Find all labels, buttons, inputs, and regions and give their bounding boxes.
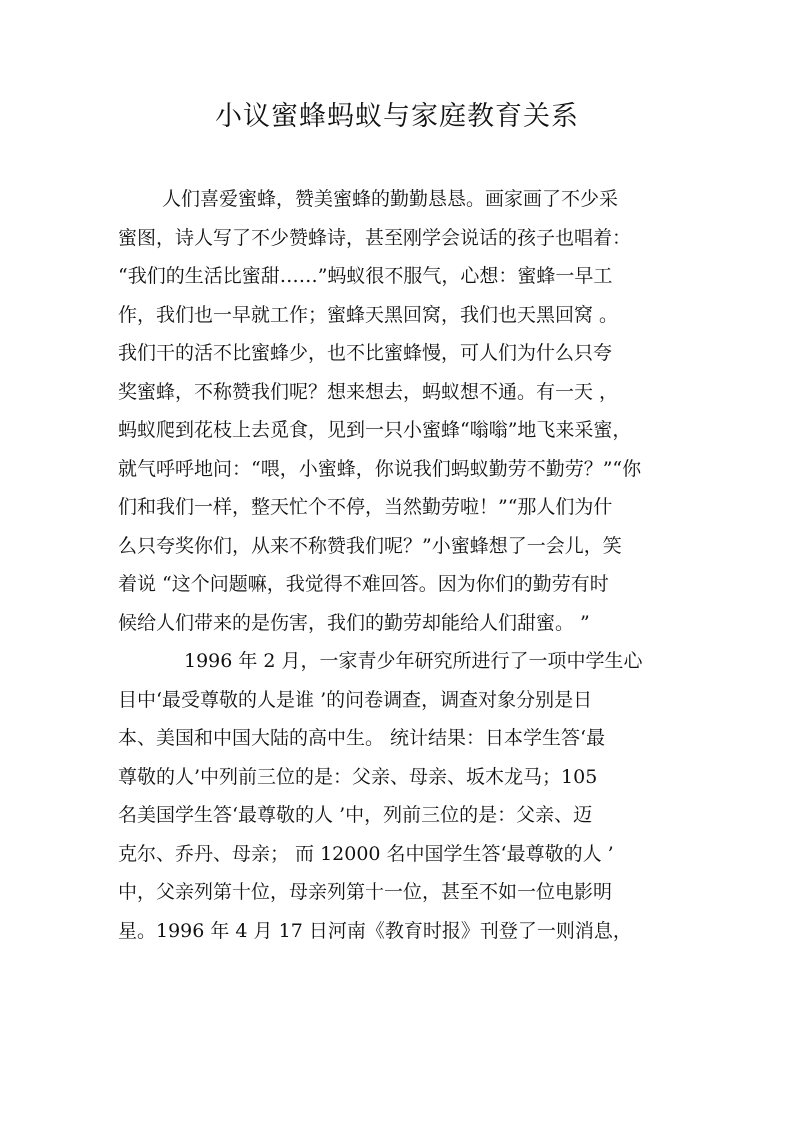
paragraph-line: 本、美国和中国大陆的高中生。 统计结果：日本学生答‘最 <box>118 727 606 749</box>
document-title: 小议蜜蜂蚂蚁与家庭教育关系 <box>215 101 579 132</box>
paragraph-survey-1996 <box>118 642 678 950</box>
paragraph-line: 克尔、乔丹、母亲； 而 12000 名中国学生答‘最尊敬的人 ’ <box>118 842 614 865</box>
paragraph-line: 1996 年 2 月，一家青少年研究所进行了一项中学生心 <box>184 650 643 672</box>
paragraph-line: 目中‘最受尊敬的人是谁 ’的问卷调查，调查对象分别是日 <box>118 688 593 711</box>
document-body <box>118 180 678 950</box>
paragraph-line: 星。1996 年 4 月 17 日河南《教育时报》刊登了一则消息， <box>118 919 632 942</box>
paragraph-line: 作，我们也一早就工作；蜜蜂天黑回窝，我们也天黑回窝 。 <box>118 303 619 326</box>
paragraph-line: 着说 “这个问题嘛，我觉得不难回答。因为你们的勤劳有时 <box>118 573 609 595</box>
paragraph-line: 么只夸奖你们，从来不称赞我们呢？”小蜜蜂想了一会儿，笑 <box>118 534 622 557</box>
paragraph-line: 蚂蚁爬到花枝上去觅食，见到一只小蜜蜂“嗡嗡”地飞来采蜜， <box>118 419 632 441</box>
paragraph-line: 人们喜爱蜜蜂，赞美蜜蜂的勤勤恳恳。画家画了不少采 <box>162 188 619 210</box>
paragraph-line: 我们干的活不比蜜蜂少，也不比蜜蜂慢，可人们为什么只夸 <box>118 342 613 364</box>
paragraph-line: 尊敬的人’中列前三位的是：父亲、母亲、坂木龙马；105 <box>118 765 598 788</box>
paragraph-line: 就气呼呼地问：“喂，小蜜蜂，你说我们蚂蚁勤劳不勤劳？”“你 <box>118 457 642 480</box>
paragraph-line: 中，父亲列第十位，母亲列第十一位，甚至不如一位电影明 <box>118 881 613 903</box>
paragraph-bees-and-ants <box>118 180 678 642</box>
paragraph-line: 们和我们一样，整天忙个不停，当然勤劳啦！”“那人们为什 <box>118 496 613 518</box>
paragraph-line: 蜜图，诗人写了不少赞蜂诗，甚至刚学会说话的孩子也唱着： <box>118 226 632 249</box>
paragraph-line: 候给人们带来的是伤害，我们的勤劳却能给人们甜蜜。 ” <box>118 611 590 634</box>
paragraph-line: 名美国学生答‘最尊敬的人 ’中，列前三位的是：父亲、迈 <box>118 804 593 826</box>
paragraph-line: 奖蜜蜂，不称赞我们呢？想来想去，蚂蚁想不通。有一天 ， <box>118 380 619 403</box>
paragraph-line: “我们的生活比蜜甜……”蚂蚁很不服气，心想：蜜蜂一早工 <box>118 265 613 287</box>
